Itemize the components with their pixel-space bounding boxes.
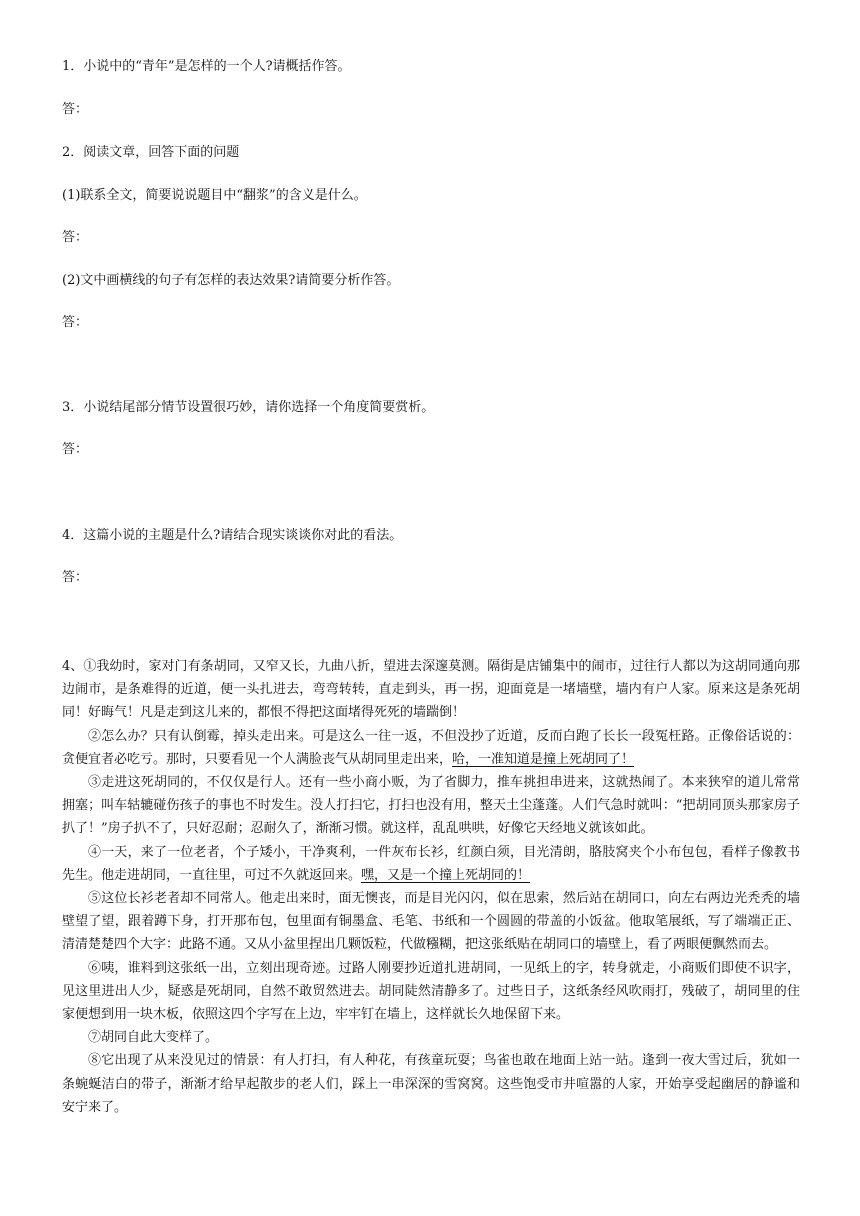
question-3: 3．小说结尾部分情节设置很巧妙，请你选择一个角度简要赏析。 [62,400,435,415]
passage-paragraph-2-text: ②怎么办？只有认倒霉，掉头走出来。可是这么一往一返，不但没抄了近道，反而白跑了长长一段冤枉路。正像俗话说的：贪便宜者必吃亏。那时，只要看见一个人满脸丧气从胡同里走出来， [62,728,800,767]
answer-2-2: 答： [62,315,89,330]
passage-paragraph-2 [62,725,800,771]
passage-paragraph-5: ⑤这位长衫老者却不同常人。他走出来时，面无懊丧，而是目光闪闪，似在思索，然后站在胡同口，向左右两边光秃秃的墙壁望了望，跟着蹲下身，打开那布包，包里面有铜墨盒、毛笔、书纸和一个圆圆的带盖的小饭盆。他取笔展纸，写了端端正正、清清楚楚四个大字：此路不通。又从小盆里捏出几颗饭粒，代做糨糊，把这张纸贴在胡同口的墙壁上，看了两眼便飘然而去。 [62,891,800,953]
answer-2-1: 答： [62,230,89,245]
passage-paragraph-7: ⑦胡同自此大变样了。 [88,1030,219,1046]
passage-paragraph-3: ③走进这死胡同的，不仅仅是行人。还有一些小商小贩，为了省脚力，推车挑担串进来，这就热闹了。本来狭窄的道儿常常拥塞；叫车轱辘碰伤孩子的事也不时发生。没人打扫它，打扫也没有用，整天土尘蓬蓬。人们气急时就叫：“把胡同顶头那家房子扒了！”房子扒不了，只好忍耐；忍耐久了，渐渐习惯。就这样，乱乱哄哄，好像它天经地义就该如此。 [62,775,800,837]
passage-paragraph-4 [62,841,800,887]
passage-paragraph-8: ⑧它出现了从来没见过的情景：有人打扫，有人种花，有孩童玩耍；鸟雀也敢在地面上站一站。逢到一夜大雪过后，犹如一条蜿蜒洁白的带子，渐渐才给早起散步的老人们，踩上一串深深的雪窝窝。这些饱受市井喧嚣的人家，开始享受起幽居的静谧和安宁来了。 [62,1053,800,1115]
passage-paragraph-6: ⑥咦，谁料到这张纸一出，立刻出现奇迹。过路人刚要抄近道扎进胡同，一见纸上的字，转身就走，小商贩们即使不识字，见这里进出人少，疑惑是死胡同，自然不敢贸然进去。胡同陡然清静多了。过些日子，这纸条经风吹雨打，残破了，胡同里的住家便想到用一块木板，依照这四个字写在上边，牢牢钉在墙上，这样就长久地保留下来。 [62,960,800,1023]
answer-4: 答： [62,570,89,585]
answer-1: 答： [62,102,89,117]
passage-paragraph-4-text: ④一天，来了一位老者，个子矮小，干净爽利，一件灰布长衫，红颜白须，目光清朗，胳肢窝夹个小布包包，看样子像教书先生。他走进胡同，一直往里，可过不久就返回来。 [62,844,800,883]
question-1: 1．小说中的“青年”是怎样的一个人?请概括作答。 [62,59,351,74]
underlined-sentence-2: 嘿，又是一个撞上死胡同的！ [361,867,531,883]
question-4: 4．这篇小说的主题是什么?请结合现实谈谈你对此的看法。 [62,528,403,543]
question-2: 2．阅读文章，回答下面的问题 [62,145,240,160]
answer-3: 答： [62,442,89,457]
reading-passage [62,655,800,1119]
underlined-sentence-1: 哈，一准知道是撞上死胡同了！ [452,751,635,767]
question-2-2: (2)文中画横线的句子有怎样的表达效果?请简要分析作答。 [62,273,400,288]
question-2-1: (1)联系全文，简要说说题目中“翻浆”的含义是什么。 [62,188,367,203]
passage-paragraph-1: 4、①我幼时，家对门有条胡同，又窄又长，九曲八折，望进去深邃莫测。隔街是店铺集中的闹市，过往行人都以为这胡同通向那边闹市，是条难得的近道，便一头扎进去，弯弯转转，直走到头，再一拐，迎面竟是一堵墙壁，墙内有户人家。原来这是条死胡同！好晦气！凡是走到这儿来的，都恨不得把这面堵得死死的墙踹倒！ [62,659,800,721]
